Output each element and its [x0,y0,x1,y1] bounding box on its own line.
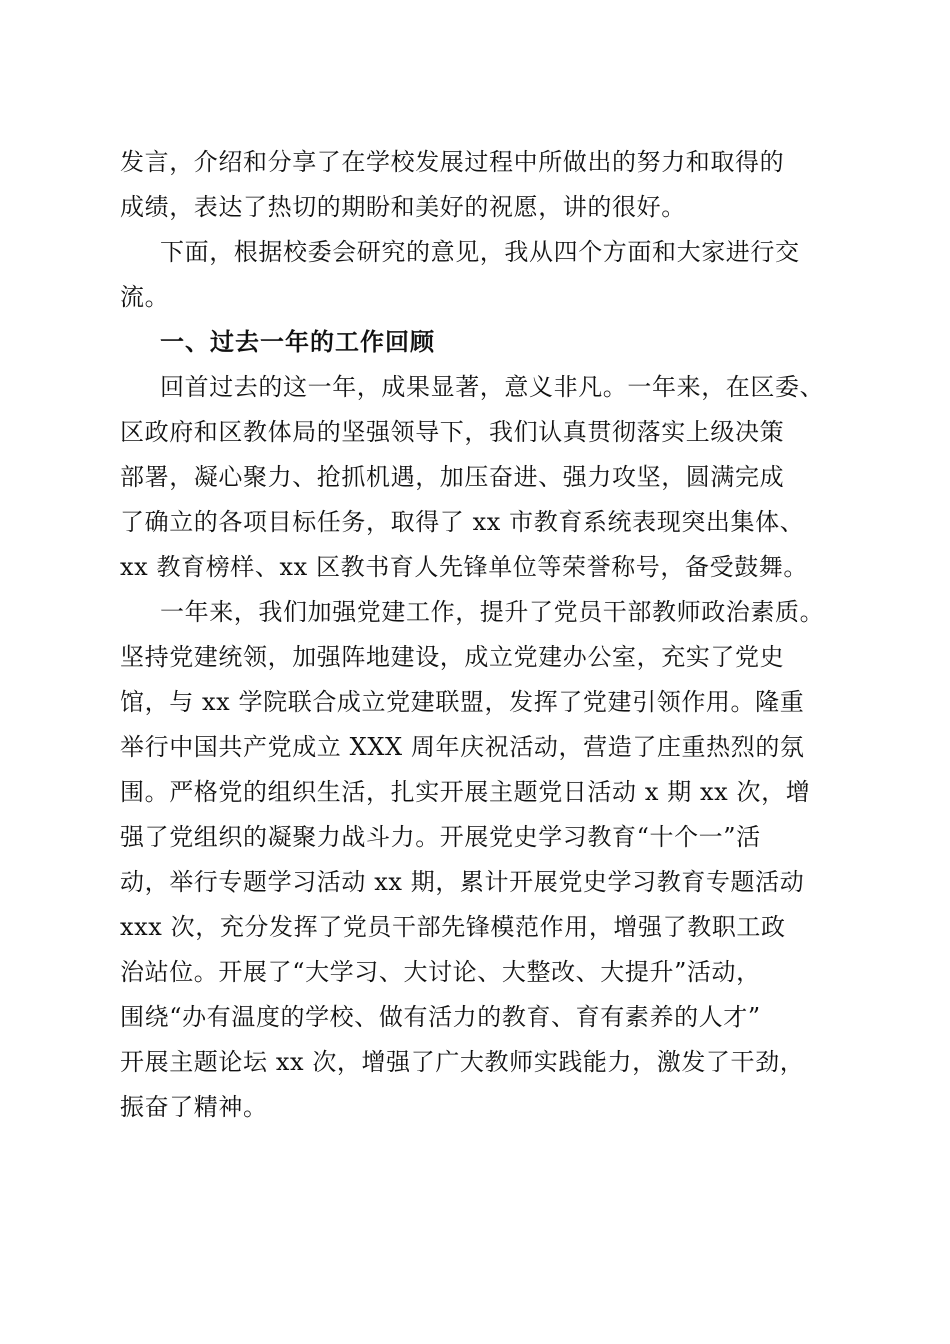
text-line: 强了党组织的凝聚力战斗力。开展党史学习教育“十个一”活 [120,823,761,851]
text-line: xxx 次，充分发挥了党员干部先锋模范作用，增强了教职工政 [120,913,786,941]
text-line: 坚持党建统领，加强阵地建设，成立党建办公室，充实了党史 [120,643,785,671]
text-line: 开展主题论坛 xx 次，增强了广大教师实践能力，激发了干劲， [120,1048,805,1076]
text-line: 流。 [120,283,170,311]
text-line: 围绕“办有温度的学校、做有活力的教育、育有素养的人才” [120,1003,761,1031]
text-line: 馆，与 xx 学院联合成立党建联盟，发挥了党建引领作用。隆重 [120,688,805,716]
text-line: 了确立的各项目标任务，取得了 xx 市教育系统表现突出集体、 [120,508,805,536]
text-line: 动，举行专题学习活动 xx 期，累计开展党史学习教育专题活动 [120,868,805,896]
paragraph-start: 一年来，我们加强党建工作，提升了党员干部教师政治素质。 [160,598,825,626]
text-line: 治站位。开展了“大学习、大讨论、大整改、大提升”活动， [120,958,761,986]
text-line: 区政府和区教体局的坚强领导下，我们认真贯彻落实上级决策 [120,418,785,446]
text-line: 举行中国共产党成立 XXX 周年庆祝活动，营造了庄重热烈的氛 [120,733,805,761]
paragraph-start: 下面，根据校委会研究的意见，我从四个方面和大家进行交 [160,238,800,266]
text-line: 成绩，表达了热切的期盼和美好的祝愿，讲的很好。 [120,193,686,221]
paragraph-start: 回首过去的这一年，成果显著，意义非凡。一年来，在区委、 [160,373,825,401]
text-line: 振奋了精神。 [120,1093,268,1121]
text-line: 部署，凝心聚力、抢抓机遇，加压奋进、强力攻坚，圆满完成 [120,463,785,491]
section-heading: 一、过去一年的工作回顾 [160,328,435,356]
text-line: xx 教育榜样、xx 区教书育人先锋单位等荣誉称号，备受鼓舞。 [120,553,808,581]
text-line: 发言，介绍和分享了在学校发展过程中所做出的努力和取得的 [120,148,785,176]
text-line: 围。严格党的组织生活，扎实开展主题党日活动 x 期 xx 次，增 [120,778,811,806]
